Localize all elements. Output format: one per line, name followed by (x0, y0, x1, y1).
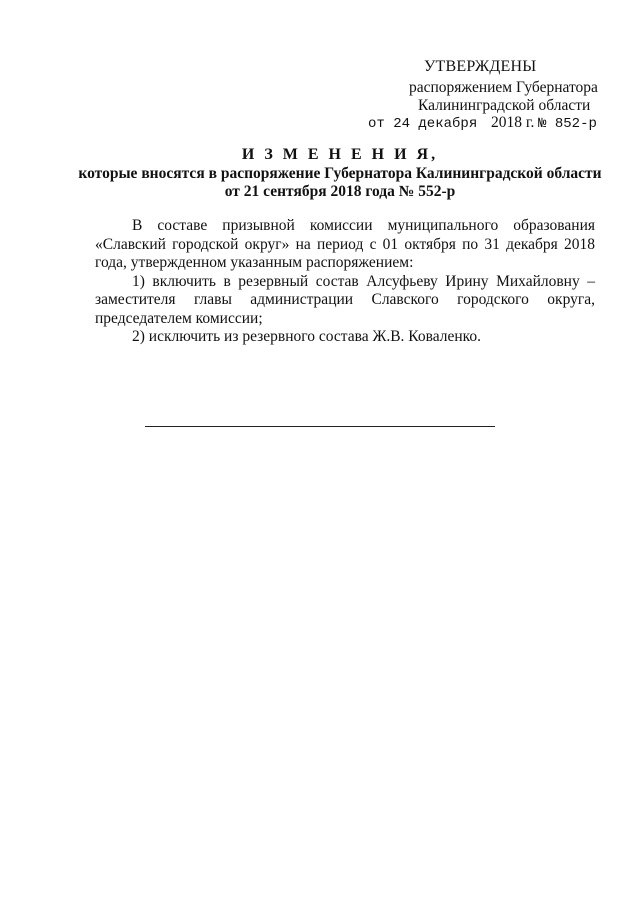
approval-number: № 852-р (538, 116, 597, 132)
body-item-2: 2) исключить из резервного состава Ж.В. Коваленко. (132, 328, 482, 345)
document-subtitle-line-1: которые вносятся в распоряжение Губернатора Калининградской области (78, 165, 602, 182)
approval-by-line: распоряжением Губернатора (409, 79, 598, 96)
approval-date-row (368, 114, 597, 132)
approval-region-line: Калининградской области (418, 97, 591, 114)
document-body (95, 217, 595, 347)
body-item-1: 1) включить в резервный состав Алсуфьеву Ирину Михайловну – заместителя главы администрации Славского городского округа, председателем комиссии; (95, 272, 595, 327)
document-title: И З М Е Н Е Н И Я, (241, 146, 439, 163)
approval-date: от 24 декабря (368, 116, 478, 132)
body-intro-paragraph: В составе призывной комиссии муниципального образования «Славский городской округ» на период с 01 октября по 31 декабря 2018 года, утвержденном указанным распоряжением: (95, 217, 595, 271)
closing-rule-divider (145, 426, 495, 427)
document-subtitle-line-2: от 21 сентября 2018 года № 552-р (224, 183, 456, 200)
approval-title: УТВЕРЖДЕНЫ (424, 58, 537, 75)
approval-year: 2018 г. (490, 114, 535, 131)
